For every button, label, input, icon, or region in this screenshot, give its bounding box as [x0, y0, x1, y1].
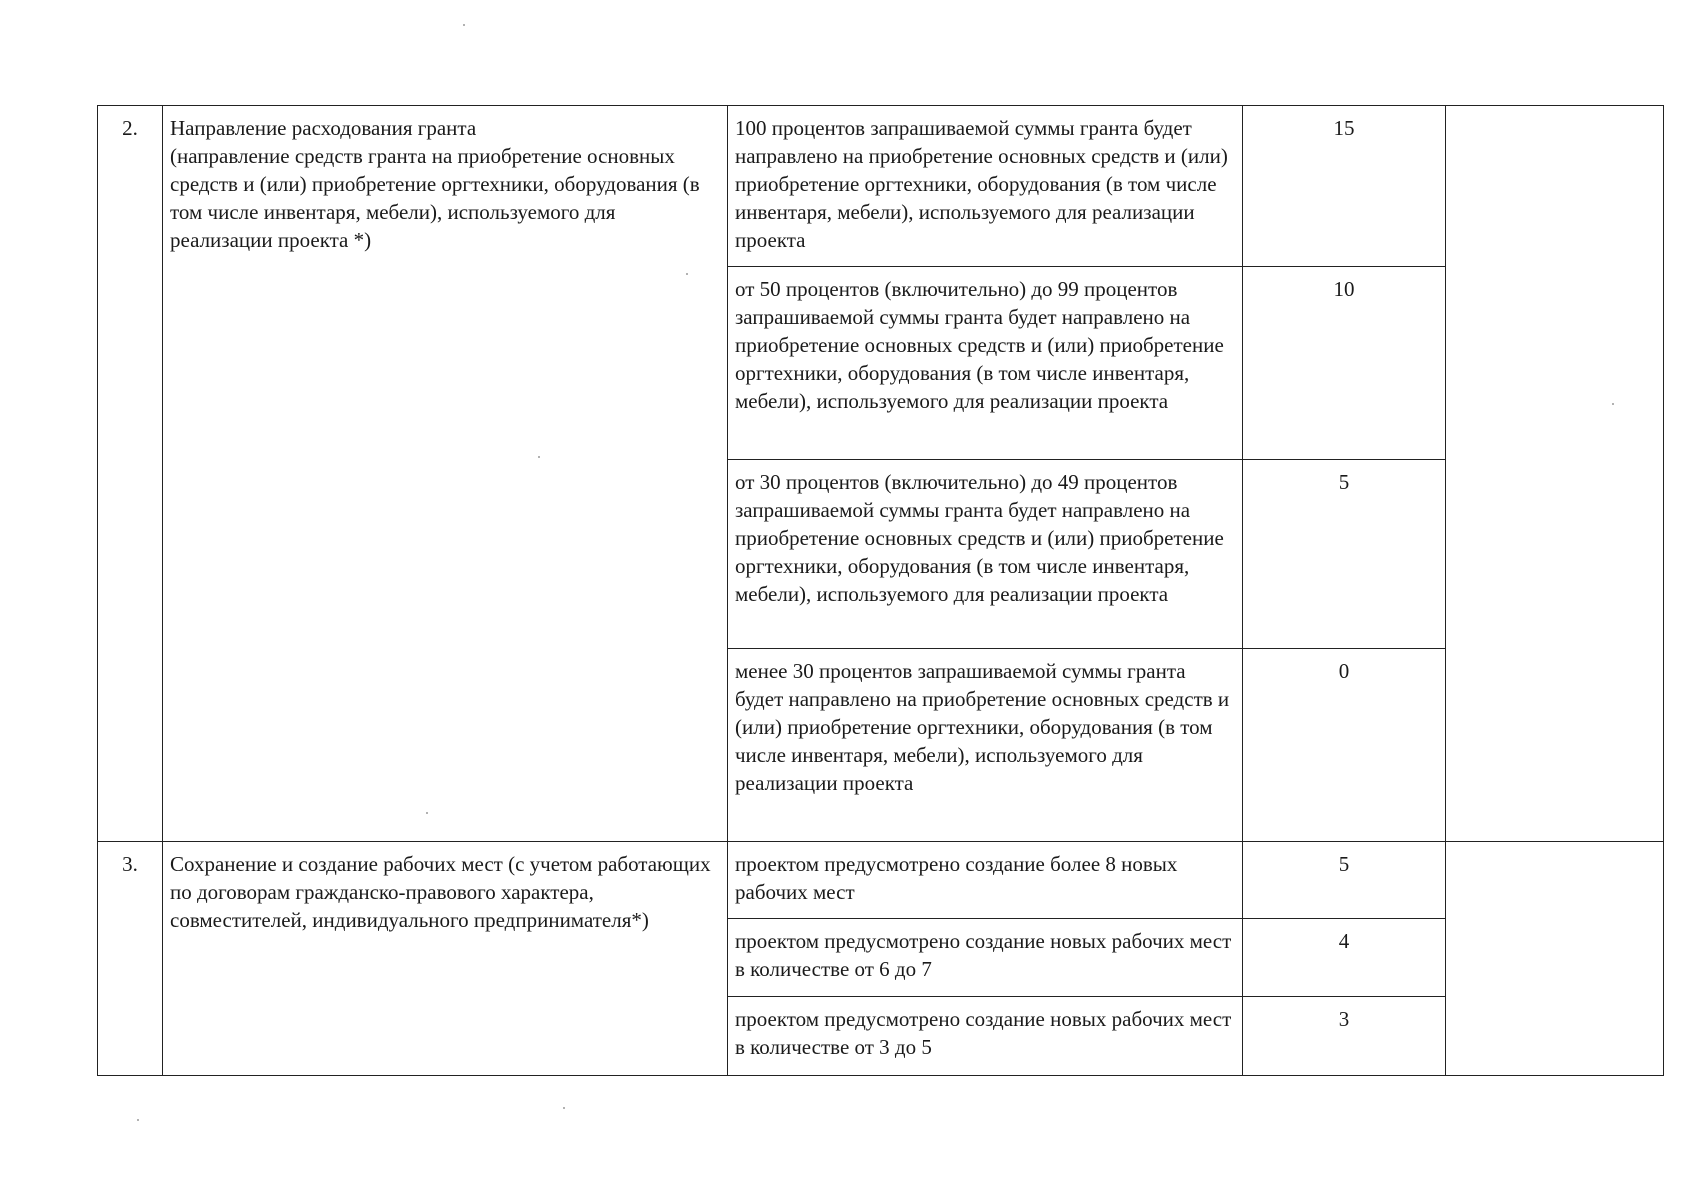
condition-text: от 50 процентов (включительно) до 99 процентов запрашиваемой суммы гранта будет направлено на приобретение основных средств и (или) приобретение оргтехники, оборудования (в том числе инвентаря, мебели), используемого для реализации проекта	[728, 267, 1243, 460]
scan-speck	[686, 273, 688, 275]
scan-speck	[426, 812, 428, 814]
condition-text: проектом предусмотрено создание новых рабочих мест в количестве от 3 до 5	[728, 997, 1243, 1076]
scan-speck	[563, 1107, 565, 1109]
condition-score: 0	[1243, 649, 1446, 842]
table-row	[98, 842, 1664, 919]
condition-text: проектом предусмотрено создание более 8 новых рабочих мест	[728, 842, 1243, 919]
empty-cell	[1446, 106, 1664, 842]
condition-score: 15	[1243, 106, 1446, 267]
condition-text: менее 30 процентов запрашиваемой суммы гранта будет направлено на приобретение основных средств и (или) приобретение оргтехники, оборудования (в том числе инвентаря, мебели), используемого для реализации проекта	[728, 649, 1243, 842]
condition-score: 5	[1243, 842, 1446, 919]
condition-text: от 30 процентов (включительно) до 49 процентов запрашиваемой суммы гранта будет направлено на приобретение основных средств и (или) приобретение оргтехники, оборудования (в том числе инвентаря, мебели), используемого для реализации проекта	[728, 460, 1243, 649]
condition-text: проектом предусмотрено создание новых рабочих мест в количестве от 6 до 7	[728, 919, 1243, 997]
criterion-number: 3.	[98, 842, 163, 1076]
criterion-number: 2.	[98, 106, 163, 842]
scan-speck	[1612, 403, 1614, 405]
condition-score: 4	[1243, 919, 1446, 997]
condition-score: 5	[1243, 460, 1446, 649]
condition-text: 100 процентов запрашиваемой суммы гранта будет направлено на приобретение основных средств и (или) приобретение оргтехники, оборудования (в том числе инвентаря, мебели), используемого для реализации проекта	[728, 106, 1243, 267]
empty-cell	[1446, 842, 1664, 1076]
condition-score: 3	[1243, 997, 1446, 1076]
condition-score: 10	[1243, 267, 1446, 460]
scan-speck	[463, 24, 465, 26]
scan-speck	[538, 456, 540, 458]
criterion-name: Сохранение и создание рабочих мест (с учетом работающих по договорам гражданско-правового характера, совместителей, индивидуального предпринимателя*)	[163, 842, 728, 1076]
evaluation-criteria-table	[97, 105, 1664, 1076]
criterion-name: Направление расходования гранта (направление средств гранта на приобретение основных средств и (или) приобретение оргтехники, оборудования (в том числе инвентаря, мебели), используемого для реализации проекта *)	[163, 106, 728, 842]
scan-speck	[137, 1119, 139, 1121]
table-row	[98, 106, 1664, 267]
